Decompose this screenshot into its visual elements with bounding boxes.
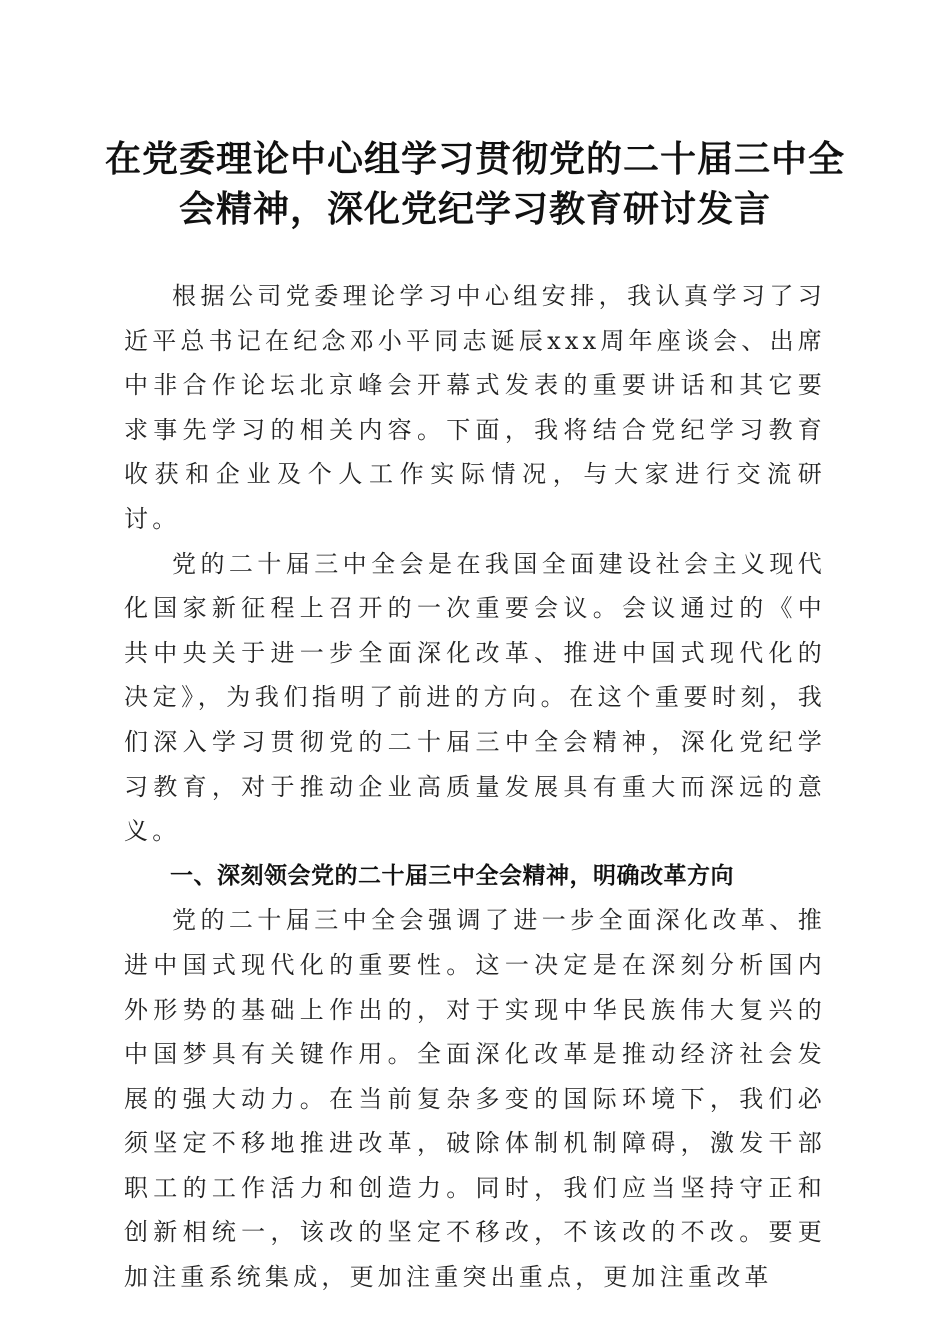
title-line-2: 会精神，深化党纪学习教育研讨发言 <box>178 188 771 230</box>
paragraph-plenum: 党的二十届三中全会是在我国全面建设社会主义现代化国家新征程上召开的一次重要会议。会议通过的《中共中央关于进一步全面深化改革、推进中国式现代化的决定》，为我们指明了前进的方向。在这个重要时刻，我们深入学习贯彻党的二十届三中全会精神，深化党纪学习教育，对于推动企业高质量发展具有重大而深远的意义。 <box>124 549 826 846</box>
paragraph-section-1: 党的二十届三中全会强调了进一步全面深化改革、推进中国式现代化的重要性。这一决定是在深刻分析国内外形势的基础上作出的，对于实现中华民族伟大复兴的中国梦具有关键作用。全面深化改革是推动经济社会发展的强大动力。在当前复杂多变的国际环境下，我们必须坚定不移地推进改革，破除体制机制障碍，激发干部职工的工作活力和创造力。同时，我们应当坚持守正和创新相统一，该改的坚定不移改，不该改的不改。要更加注重系统集成，更加注重突出重点，更加注重改革 <box>124 906 826 1292</box>
document-body <box>124 274 826 1300</box>
title-line-1: 在党委理论中心组学习贯彻党的二十届三中全 <box>104 138 845 180</box>
document-title <box>100 134 850 234</box>
paragraph-intro: 根据公司党委理论学习中心组安排，我认真学习了习近平总书记在纪念邓小平同志诞辰xxx周年座谈会、出席中非合作论坛北京峰会开幕式发表的重要讲话和其它要求事先学习的相关内容。下面，我将结合党纪学习教育收获和企业及个人工作实际情况，与大家进行交流研讨。 <box>124 282 826 533</box>
section-heading-1: 一、深刻领会党的二十届三中全会精神，明确改革方向 <box>170 862 734 889</box>
